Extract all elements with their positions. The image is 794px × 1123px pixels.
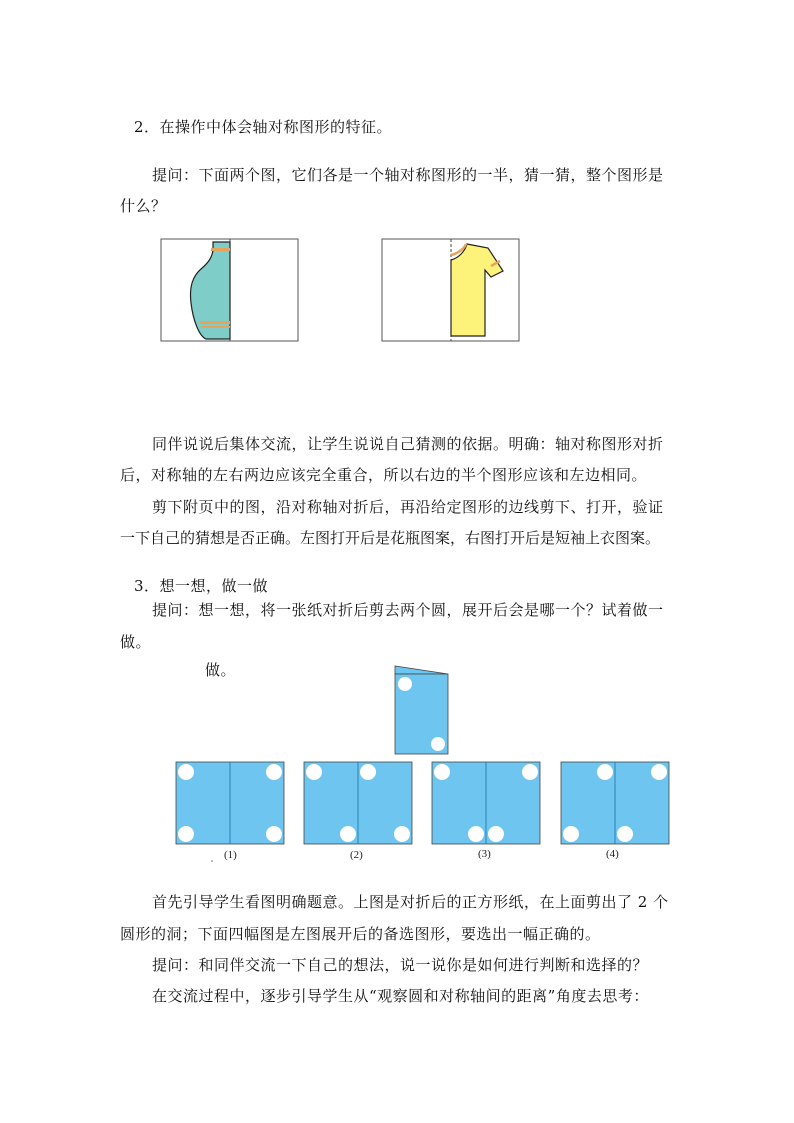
- section3-explanation-line4: 在交流过程中，逐步引导学生从“观察圆和对称轴间的距离”角度去思考：: [152, 987, 649, 1005]
- section2-discussion-line3: 剪下附页中的图，沿对称轴对折后，再沿给定图形的边线剪下、打开，验证: [152, 498, 664, 516]
- option-1-label: (1): [224, 849, 237, 861]
- section3-question-line2: 做。: [120, 633, 152, 651]
- section3-heading: 3．想一想，做一做: [134, 577, 269, 595]
- section2-discussion-line1: 同伴说说后集体交流，让学生说说自己猜测的依据。明确：轴对称图形对折: [152, 435, 664, 453]
- option-4[interactable]: [561, 762, 669, 844]
- section2-heading: 2．在操作中体会轴对称图形的特征。: [134, 118, 393, 136]
- folded-paper: [395, 666, 448, 754]
- section2-question-line2: 什么？: [120, 197, 167, 215]
- option-2[interactable]: [304, 762, 412, 844]
- stray-dot: [211, 860, 213, 862]
- option-1[interactable]: [176, 762, 284, 844]
- option-2-label: (2): [350, 849, 363, 861]
- option-3[interactable]: [432, 762, 540, 844]
- option-3-label: (3): [478, 848, 491, 860]
- section2-discussion-line4: 一下自己的猜想是否正确。左图打开后是花瓶图案，右图打开后是短袖上衣图案。: [120, 529, 661, 547]
- option-4-label: (4): [606, 848, 619, 860]
- section3-explanation-line3: 提问：和同伴交流一下自己的想法，说一说你是如何进行判断和选择的？: [152, 956, 649, 974]
- section3-explanation-line1: 首先引导学生看图明确题意。上图是对折后的正方形纸，在上面剪出了 2 个: [152, 893, 669, 911]
- section2-question-line1: 提问：下面两个图，它们各是一个轴对称图形的一半，猜一猜，整个图形是: [152, 166, 664, 184]
- section3-explanation-line2: 圆形的洞；下面四幅图是左图展开后的备选图形，要选出一幅正确的。: [120, 925, 601, 943]
- cut-hole: [398, 677, 412, 691]
- section2-discussion-line2: 后，对称轴的左右两边应该完全重合，所以右边的半个图形应该和左边相同。: [120, 466, 648, 484]
- section3-question-line1: 提问：想一想，将一张纸对折后剪去两个圆，展开后会是哪一个？试着做一: [152, 601, 664, 619]
- stray-text: 做。: [205, 661, 237, 679]
- cut-hole: [431, 737, 445, 751]
